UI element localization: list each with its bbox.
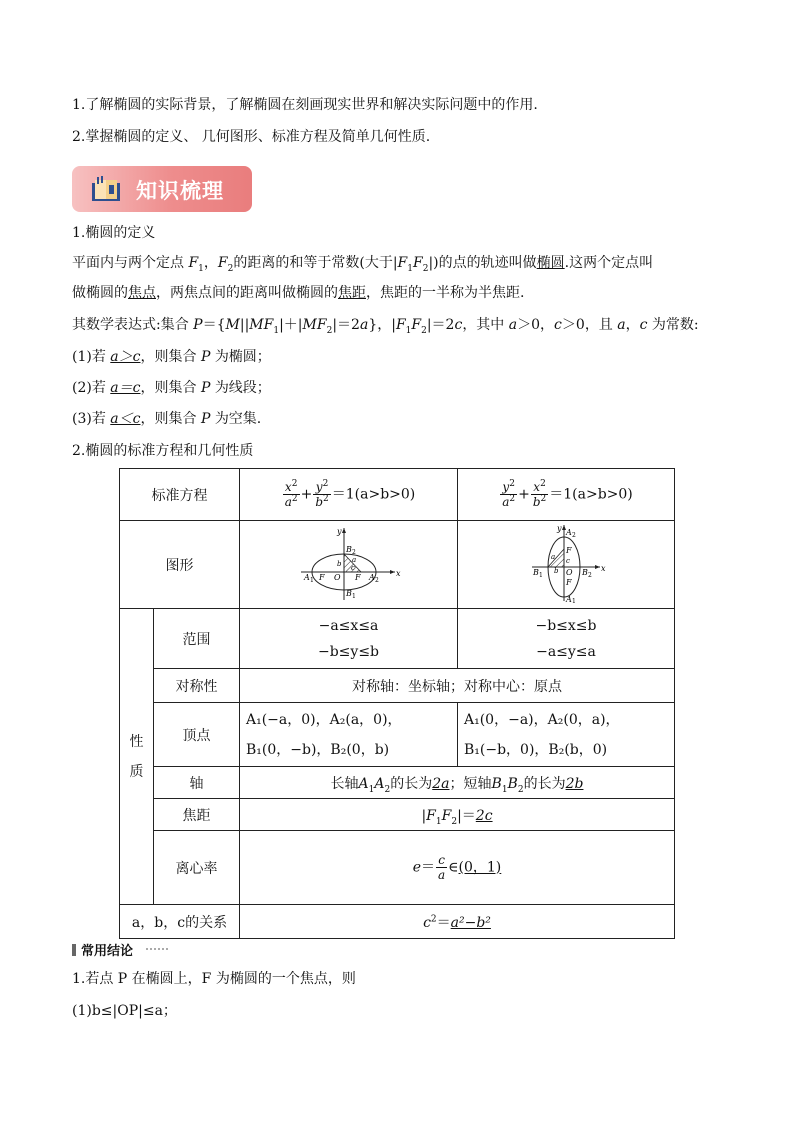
- conclusion-1-sub: (1)b≤|OP|≤a；: [72, 1003, 177, 1019]
- table-row: [120, 767, 675, 799]
- svg-text:b: b: [336, 559, 341, 568]
- svg-text:A: A: [566, 594, 572, 603]
- objective-2: 2.掌握椭圆的定义、 几何图形、标准方程及简单几何性质.: [72, 129, 431, 145]
- svg-text:B: B: [533, 567, 539, 577]
- term-focal-length: 焦距: [338, 285, 366, 301]
- figure-vertical: [458, 521, 675, 609]
- row-label-axis: 轴: [154, 767, 240, 799]
- vertical-ellipse-figure: [526, 523, 606, 603]
- range-horizontal: −a≤x≤a −b≤y≤b: [240, 609, 458, 669]
- svg-text:2: 2: [572, 531, 576, 539]
- table-row: [120, 703, 675, 767]
- term-focus: 焦点: [128, 285, 156, 301]
- eccentricity-value: e＝ $\frac{c}{a}$ ∈(0，1): [240, 831, 675, 905]
- table-row: [120, 469, 675, 521]
- conclusion-1: 1.若点 P 在椭圆上，F 为椭圆的一个焦点，则: [72, 971, 356, 987]
- table-row: [120, 521, 675, 609]
- table-row: [120, 799, 675, 831]
- horizontal-ellipse-figure: [297, 524, 401, 602]
- equation-horizontal: $\frac{x^2}{a^2}$ + $\frac{y^2}{b^2}$ ＝1(a>b>0): [240, 469, 458, 521]
- svg-text:c: c: [350, 563, 355, 572]
- svg-text:A: A: [566, 527, 572, 537]
- svg-text:1: 1: [351, 592, 356, 600]
- definition-line-2: 做椭圆的焦点，两焦点间的距离叫做椭圆的焦距，焦距的一半称为半焦距.: [72, 285, 525, 301]
- svg-text:1: 1: [572, 597, 576, 603]
- svg-text:A: A: [303, 572, 310, 582]
- row-label-range: 范围: [154, 609, 240, 669]
- row-label-eccentricity: 离心率: [154, 831, 240, 905]
- table-row: [120, 669, 675, 703]
- axis-value: 长轴$A_1A_2$的长为2a；短轴$B_1B_2$的长为2b: [240, 767, 675, 799]
- objective-1: 1.了解椭圆的实际背景，了解椭圆在刻画现实世界和解决实际问题中的作用.: [72, 97, 538, 113]
- svg-text:y: y: [336, 526, 342, 536]
- section-banner: [72, 166, 252, 212]
- svg-text:2: 2: [588, 571, 592, 579]
- range-vertical: −b≤x≤b −a≤y≤a: [458, 609, 675, 669]
- row-label-focal: 焦距: [154, 799, 240, 831]
- svg-text:2: 2: [351, 548, 356, 556]
- table-row: [120, 905, 675, 939]
- svg-text:B: B: [345, 588, 352, 598]
- row-label-vertex: 顶点: [154, 703, 240, 767]
- svg-text:a: a: [351, 555, 356, 564]
- svg-text:F: F: [354, 572, 361, 582]
- svg-text:B: B: [345, 544, 352, 554]
- svg-text:c: c: [566, 556, 570, 565]
- svg-text:1: 1: [309, 576, 314, 584]
- symmetry-value: 对称轴：坐标轴；对称中心：原点: [240, 669, 675, 703]
- svg-text:O: O: [566, 567, 573, 577]
- condition-3: (3)若 a＜c，则集合 P 为空集.: [72, 411, 262, 427]
- definition-line-1: 平面内与两个定点 $F_1$，$F_2$的距离的和等于常数(大于$|F_1F_2|$)的点的轨迹叫做椭圆.这两个定点叫: [72, 255, 654, 274]
- svg-text:y: y: [557, 523, 562, 533]
- table-row: [120, 831, 675, 905]
- condition-1: (1)若 a＞c，则集合 P 为椭圆；: [72, 349, 271, 365]
- row-label-relation: a，b，c的关系: [120, 905, 240, 939]
- svg-text:1: 1: [539, 571, 543, 579]
- figure-horizontal: [240, 521, 458, 609]
- ellipse-properties-table: [119, 468, 675, 939]
- row-label-symmetry: 对称性: [154, 669, 240, 703]
- vertex-horizontal: A₁(−a，0)，A₂(a，0)，B₁(0，−b)，B₂(0，b): [240, 703, 458, 767]
- svg-text:B: B: [582, 567, 588, 577]
- relation-value: $c^2=a^2-b^2$: [240, 905, 675, 939]
- definition-line-3: 其数学表达式:集合 $P=\{M||MF_1|+|MF_2|=2a\}$，$|F_1F_2|=2c$，其中 a＞0，c＞0，且 a，c 为常数:: [72, 317, 699, 336]
- section1-heading: 1.椭圆的定义: [72, 225, 156, 241]
- condition-2: (2)若 a＝c，则集合 P 为线段；: [72, 380, 271, 396]
- banner-title: 知识梳理: [136, 179, 224, 203]
- svg-text:x: x: [601, 563, 606, 573]
- table-row: [120, 609, 675, 669]
- equation-vertical: $\frac{y^2}{a^2}$ + $\frac{x^2}{b^2}$ ＝1(a>b>0): [458, 469, 675, 521]
- row-label-properties: 性质: [120, 609, 154, 905]
- svg-text:A: A: [368, 572, 375, 582]
- svg-text:F: F: [318, 572, 325, 582]
- svg-text:O: O: [333, 572, 341, 582]
- svg-text:F: F: [566, 545, 572, 555]
- section2-heading: 2.椭圆的标准方程和几何性质: [72, 443, 254, 459]
- divider: [146, 948, 168, 950]
- book-icon: [90, 175, 122, 203]
- row-label-equation: 标准方程: [120, 469, 240, 521]
- svg-text:a: a: [551, 552, 556, 561]
- section-bar-icon: [72, 944, 76, 956]
- row-label-figure: 图形: [120, 521, 240, 609]
- common-conclusions-heading: 常用结论: [72, 940, 133, 959]
- svg-text:b: b: [554, 566, 559, 575]
- svg-text:2: 2: [374, 576, 379, 584]
- svg-text:x: x: [395, 568, 401, 578]
- vertex-vertical: A₁(0，−a)，A₂(0，a)，B₁(−b，0)，B₂(b，0): [458, 703, 675, 767]
- term-ellipse: 椭圆: [536, 255, 565, 271]
- focal-value: $|F_1F_2|=2c$: [240, 799, 675, 831]
- svg-text:F: F: [566, 577, 572, 587]
